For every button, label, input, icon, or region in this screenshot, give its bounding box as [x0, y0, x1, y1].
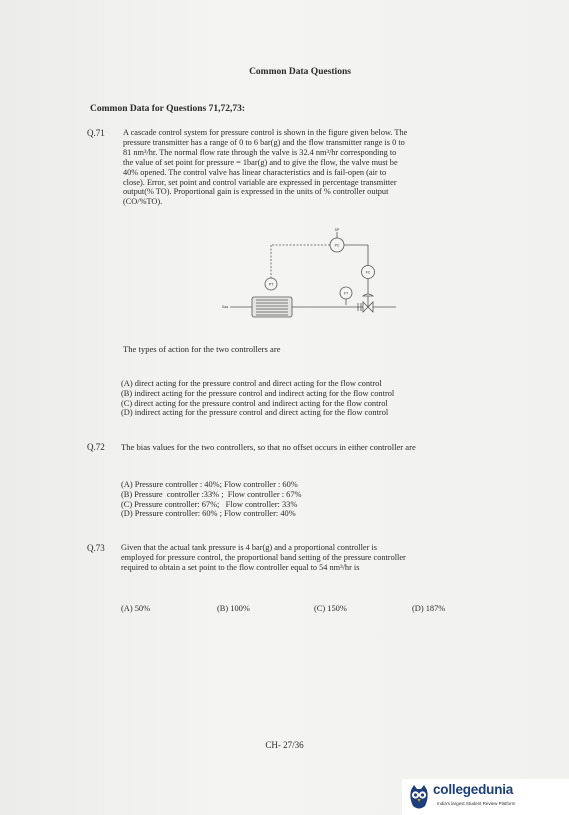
- q71-line: 81 nm³/hr. The normal flow rate through the valve is 32.4 nm³/hr corresponding to: [123, 147, 397, 157]
- q73-number: Q.73: [87, 543, 105, 553]
- fc-label: FC: [365, 270, 371, 275]
- q73-line: Given that the actual tank pressure is 4 bar(g) and a proportional controller is: [121, 543, 377, 552]
- q72-stem: The bias values for the two controllers, so that no offset occurs in either controller are: [121, 442, 416, 452]
- section-heading: Common Data for Questions 71,72,73:: [90, 104, 245, 114]
- q71-number: Q.71: [87, 128, 105, 138]
- q72-option-a: (A) Pressure controller : 40%; Flow controller : 60%: [121, 480, 298, 489]
- q71-line: pressure transmitter has a range of 0 to 6 bar(g) and the flow transmitter range is 0 to: [123, 137, 405, 147]
- page-number: CH- 27/36: [265, 740, 304, 750]
- brand-tagline: India's largest Student Review Platform: [437, 801, 516, 806]
- q71-text: [123, 128, 510, 207]
- cascade-control-diagram: [200, 226, 400, 326]
- q72-options: [121, 480, 302, 519]
- q73-choice-c: (C) 150%: [314, 604, 347, 613]
- q72-option-b: (B) Pressure controller :33% ; Flow controller : 67%: [121, 489, 302, 499]
- q71-option-d: (D) indirect acting for the pressure control and direct acting for the flow control: [121, 408, 389, 418]
- q71-line: close). Error, set point and control variable are expressed in percentage transmitter: [123, 177, 397, 187]
- gas-label: Gas: [221, 305, 229, 309]
- page-title: Common Data Questions: [249, 67, 351, 77]
- pc-label: PC: [334, 243, 340, 248]
- q73-line: employed for pressure control, the proportional band setting of the pressure controller: [121, 552, 406, 562]
- pt-label: PT: [268, 282, 274, 287]
- q71-line: output(% TO). Proportional gain is expressed in the units of % controller output: [123, 187, 389, 197]
- q71-option-b: (B) indirect acting for the pressure control and indirect acting for the flow control: [121, 388, 395, 398]
- sp-label: SP: [334, 228, 340, 232]
- q71-line: (CO/%TO).: [123, 197, 163, 207]
- q71-line: 40% opened. The control valve has linear characteristics and is fail-open (air to: [123, 167, 387, 177]
- collegedunia-logo: [402, 779, 569, 815]
- q72-option-c: (C) Pressure controller: 67%; Flow controller: 33%: [121, 499, 298, 509]
- owl-icon: [405, 782, 433, 812]
- q71-option-c: (C) direct acting for the pressure control and indirect acting for the flow control: [121, 398, 388, 408]
- q71-body: [123, 128, 510, 207]
- q73-line: required to obtain a set point to the flow controller equal to 54 nm³/hr is: [121, 562, 360, 572]
- q73-choice-b: (B) 100%: [217, 604, 250, 613]
- q73-text: [121, 543, 510, 573]
- q73-choice-a: (A) 50%: [121, 604, 151, 613]
- q71-line: A cascade control system for pressure control is shown in the figure given below. The: [123, 128, 408, 137]
- brand-name: collegedunia: [433, 782, 514, 797]
- q72-option-d: (D) Pressure controller: 60% ; Flow controller: 40%: [121, 509, 296, 519]
- q71-option-a: (A) direct acting for the pressure control and direct acting for the flow control: [121, 379, 382, 388]
- q71-stem: The types of action for the two controllers are: [123, 344, 281, 354]
- q71-options: [121, 379, 394, 418]
- ft-label: FT: [343, 291, 349, 296]
- q73-choice-d: (D) 187%: [412, 604, 446, 613]
- q71-line: the value of set point for pressure = 1bar(g) and to give the flow, the valve must be: [123, 157, 398, 167]
- q72-number: Q.72: [87, 442, 105, 452]
